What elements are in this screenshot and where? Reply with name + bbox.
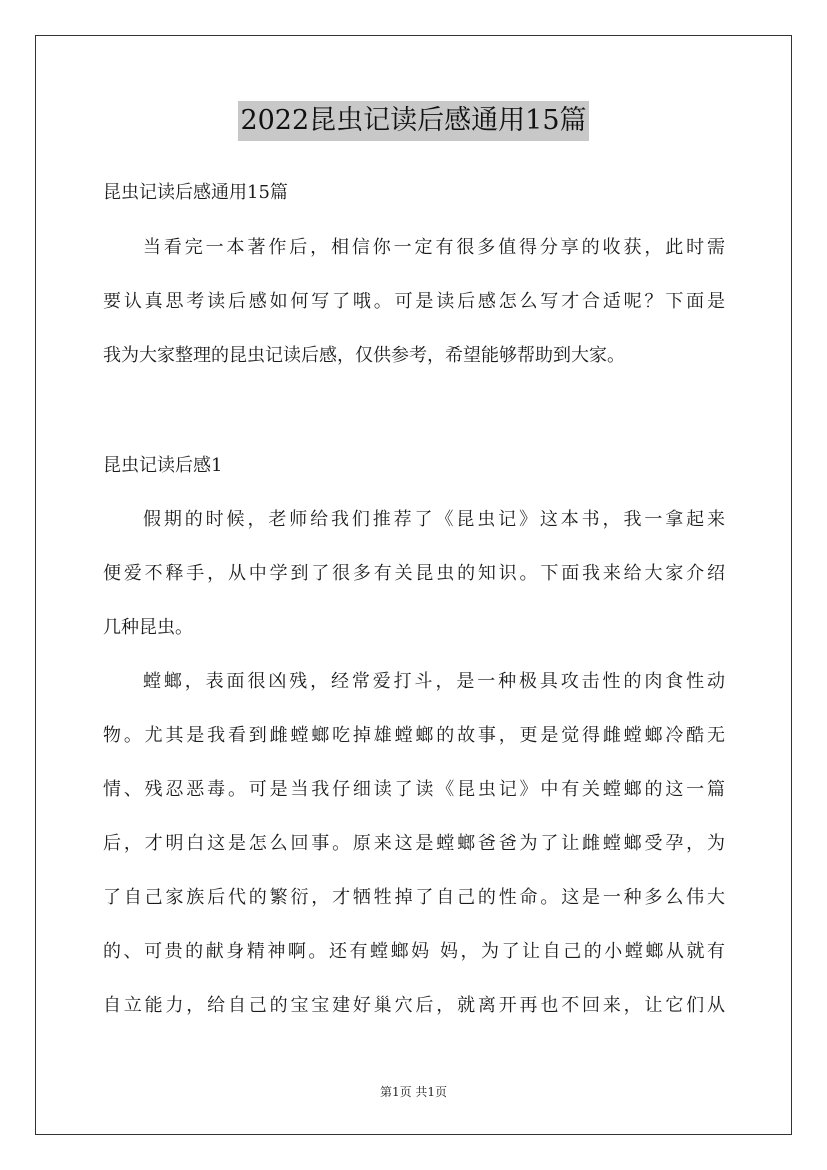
intro-line-1: 当看完一本著作后，相信你一定有很多值得分享的收获，此时需: [143, 237, 725, 258]
para2-line-7: 自立能力，给自己的宝宝建好巢穴后，就离开再也不回来，让它们从: [103, 995, 725, 1016]
intro-line-3: 我为大家整理的昆虫记读后感，仅供参考，希望能够帮助到大家。: [103, 345, 625, 366]
para2-line-1: 螳螂，表面很凶残，经常爱打斗，是一种极具攻击性的肉食性动: [143, 671, 725, 692]
para2-line-4: 后，才明白这是怎么回事。原来这是螳螂爸爸为了让雌螳螂受孕，为: [103, 833, 725, 854]
para2-line-3: 情、残忍恶毒。可是当我仔细读了读《昆虫记》中有关螳螂的这一篇: [103, 779, 725, 800]
document-title: 2022昆虫记读后感通用15篇: [238, 101, 588, 141]
intro-line-2: 要认真思考读后感如何写了哦。可是读后感怎么写才合适呢？下面是: [103, 291, 725, 312]
page-footer: 第1页 共1页: [379, 1085, 448, 1099]
para2-line-5: 了自己家族后代的繁衍，才牺牲掉了自己的性命。这是一种多么伟大: [103, 887, 725, 908]
para2-line-6: 的、可贵的献身精神啊。还有螳螂妈 妈，为了让自己的小螳螂从就有: [103, 941, 725, 962]
section-heading: 昆虫记读后感1: [103, 455, 223, 476]
para1-line-3: 几种昆虫。: [103, 617, 193, 638]
para2-line-2: 物。尤其是我看到雌螳螂吃掉雄螳螂的故事，更是觉得雌螳螂冷酷无: [103, 725, 725, 746]
title-block: [0, 101, 827, 141]
para1-line-1: 假期的时候，老师给我们推荐了《昆虫记》这本书，我一拿起来: [143, 509, 725, 530]
para1-line-2: 便爱不释手，从中学到了很多有关昆虫的知识。下面我来给大家介绍: [103, 563, 725, 584]
document-subtitle: 昆虫记读后感通用15篇: [103, 182, 288, 203]
